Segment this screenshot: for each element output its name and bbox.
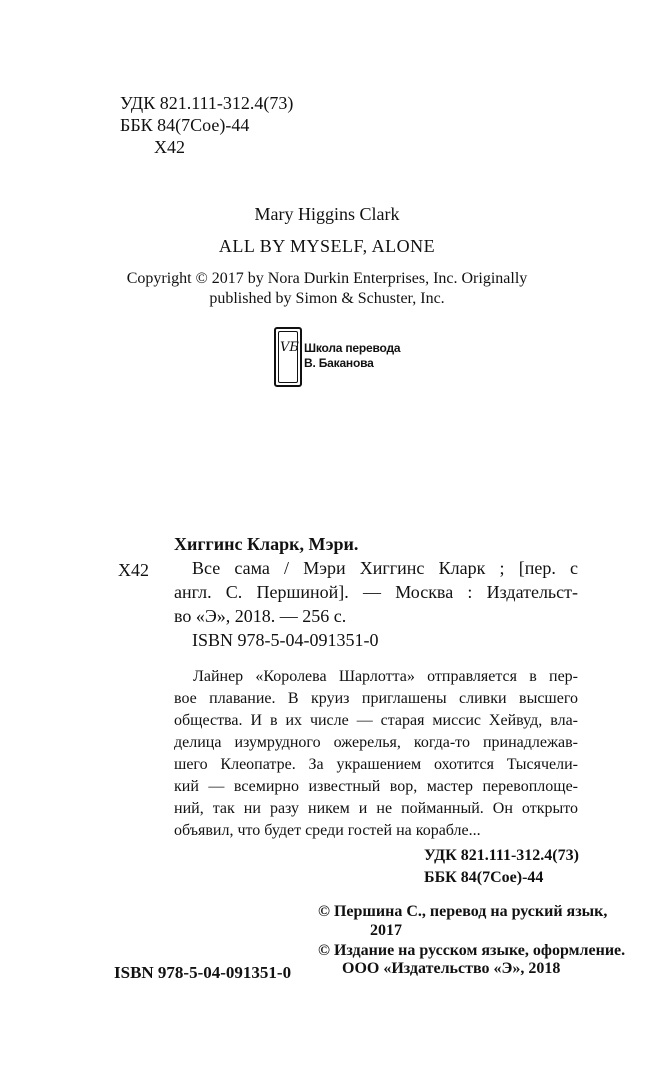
edition-copyright-line-2: ООО «Издательство «Э», 2018 bbox=[342, 960, 561, 977]
copyright-line-2: published by Simon & Schuster, Inc. bbox=[209, 290, 445, 307]
catalog-line-1: Все сама / Мэри Хиггинс Кларк ; [пер. с bbox=[192, 558, 578, 578]
original-title: ALL BY MYSELF, ALONE bbox=[218, 236, 436, 256]
catalog-author-mark: Х42 bbox=[118, 560, 149, 580]
catalog-line-2: англ. С. Першиной]. — Москва : Издательст- bbox=[174, 582, 578, 602]
annotation-line: вое плавание. В круиз приглашены сливки высшего bbox=[174, 690, 578, 707]
edition-copyright-line-1: © Издание на русском языке, оформление. bbox=[318, 942, 626, 959]
footer-isbn: ISBN 978-5-04-091351-0 bbox=[114, 963, 292, 982]
original-author: Mary Higgins Clark bbox=[254, 204, 400, 224]
annotation-line: кий — всемирно известный вор, мастер перевоплощe- bbox=[174, 778, 578, 795]
author-mark-top: Х42 bbox=[154, 137, 185, 157]
bbk-code-bottom: ББК 84(7Сое)-44 bbox=[424, 869, 544, 886]
translation-copyright-line-1: © Першина С., перевод на руский язык, bbox=[318, 903, 608, 920]
annotation-line: Лайнер «Королева Шарлотта» отправляется в пер- bbox=[193, 668, 578, 685]
translation-school-logo-icon bbox=[274, 327, 302, 387]
udk-code-bottom: УДК 821.111-312.4(73) bbox=[424, 847, 579, 864]
annotation-line: шего Клеопатре. За украшением охотится Тысячели- bbox=[174, 756, 578, 773]
translation-copyright-line-2: 2017 bbox=[370, 922, 402, 939]
copyright-line-1: Copyright © 2017 by Nora Durkin Enterprises, Inc. Originally bbox=[126, 270, 528, 287]
bbk-code-top: ББК 84(7Сое)-44 bbox=[120, 115, 250, 135]
annotation-line: общества. И в их числе — старая миссис Хейвуд, вла- bbox=[174, 712, 578, 729]
logo-text-line-2: В. Баканова bbox=[304, 356, 374, 370]
udk-code-top: УДК 821.111-312.4(73) bbox=[120, 93, 294, 113]
annotation-line: делица изумрудного ожерелья, когда-то принадлежав- bbox=[174, 734, 578, 751]
logo-monogram: VБ bbox=[280, 340, 299, 355]
logo-text-line-1: Школа перевода bbox=[304, 341, 401, 355]
catalog-heading: Хиггинс Кларк, Мэри. bbox=[174, 534, 359, 554]
annotation-last-line: объявил, что будет среди гостей на корабле... bbox=[174, 822, 481, 839]
annotation-line: ний, так ни разу никем и не пойманный. Он открыто bbox=[174, 800, 578, 817]
catalog-isbn: ISBN 978-5-04-091351-0 bbox=[192, 630, 379, 650]
catalog-line-3: во «Э», 2018. — 256 с. bbox=[174, 606, 347, 626]
